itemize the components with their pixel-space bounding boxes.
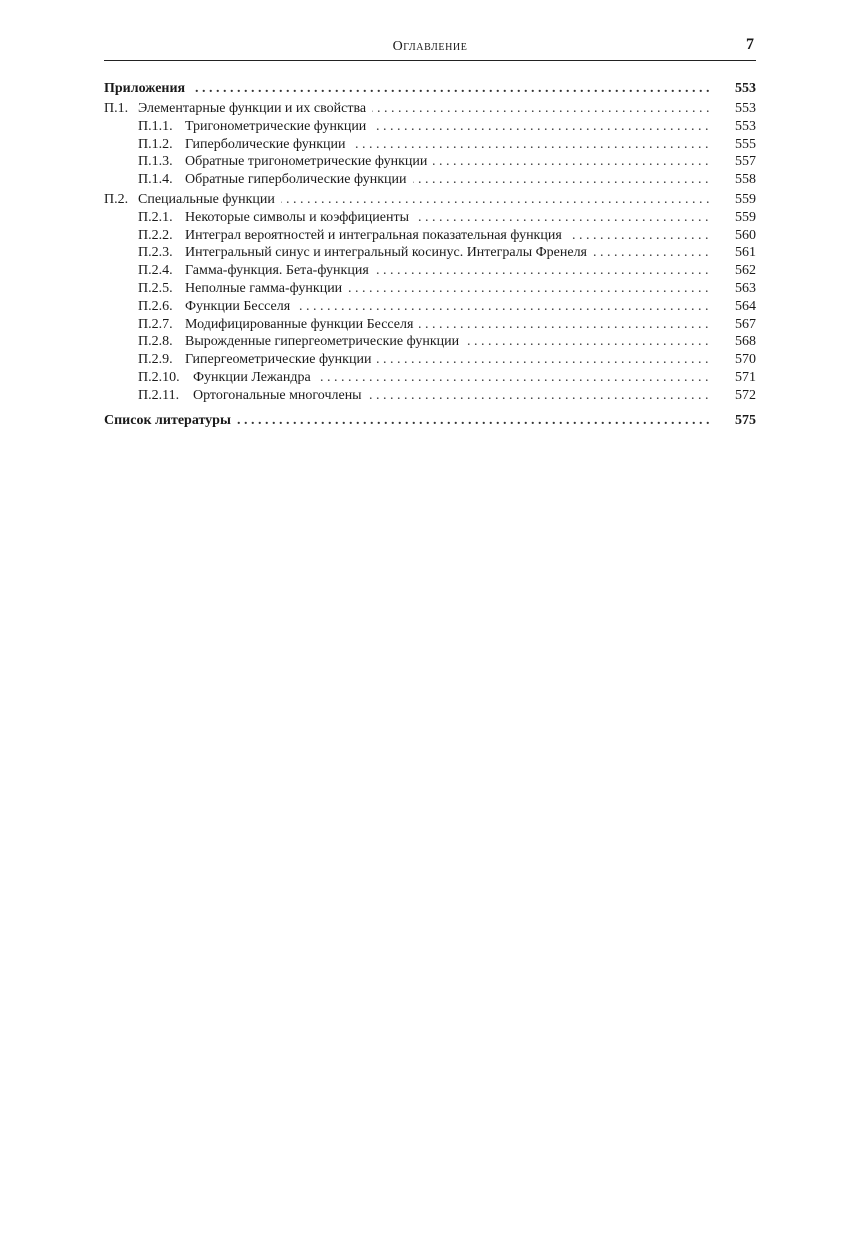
toc-entry-number: П.2.7. [138, 316, 173, 332]
toc-entry-p2-6[interactable] [104, 298, 756, 316]
toc-entry-number: П.2.10. [138, 369, 180, 385]
toc-entry-p2-8[interactable] [104, 333, 756, 351]
toc-entry-page: 567 [710, 316, 756, 334]
toc-entry-page: 553 [710, 100, 756, 118]
toc-entry-page: 575 [710, 411, 756, 430]
dot-leader [104, 79, 710, 98]
toc-entry-bibliography[interactable] [104, 411, 756, 430]
toc-entry-page: 563 [710, 280, 756, 298]
table-of-contents [104, 79, 756, 430]
toc-entry-number: П.2.6. [138, 298, 173, 314]
toc-entry-page: 561 [710, 244, 756, 262]
toc-entry-p2-2[interactable] [104, 227, 756, 245]
toc-entry-title: Интеграл вероятностей и интегральная показательная функция [185, 227, 562, 243]
toc-entry-p2-5[interactable] [104, 280, 756, 298]
toc-entry-page: 568 [710, 333, 756, 351]
toc-entry-p2-7[interactable] [104, 316, 756, 334]
toc-entry-page: 560 [710, 227, 756, 245]
toc-entry-title: Функции Бесселя [185, 298, 291, 314]
toc-entry-title: Список литературы [104, 412, 231, 428]
toc-entry-p1-1[interactable] [104, 118, 756, 136]
toc-entry-p2-9[interactable] [104, 351, 756, 369]
toc-entry-title: Обратные тригонометрические функции [185, 154, 428, 170]
toc-entry-p2[interactable] [104, 191, 756, 209]
toc-entry-p2-11[interactable] [104, 387, 756, 405]
toc-entry-page: 572 [710, 387, 756, 405]
toc-entry-page: 553 [710, 118, 756, 136]
toc-entry-title: Неполные гамма-функции [185, 280, 343, 296]
toc-entry-p1-4[interactable] [104, 171, 756, 189]
toc-entry-page: 553 [710, 79, 756, 98]
toc-entry-title: Функции Лежандра [193, 369, 311, 385]
toc-entry-p2-10[interactable] [104, 369, 756, 387]
page-number: 7 [746, 36, 754, 53]
toc-entry-page: 555 [710, 136, 756, 154]
toc-entry-number: П.2.2. [138, 227, 173, 243]
toc-entry-title: Ортогональные многочлены [193, 387, 362, 403]
toc-entry-page: 557 [710, 153, 756, 171]
toc-entry-number: П.2.4. [138, 263, 173, 279]
toc-entry-page: 570 [710, 351, 756, 369]
toc-entry-p2-3[interactable] [104, 244, 756, 262]
toc-entry-title: Гипергеометрические функции [185, 352, 372, 368]
toc-entry-number: П.2.11. [138, 387, 180, 403]
toc-entry-number: П.2.5. [138, 280, 173, 296]
toc-entry-number: П.2.8. [138, 334, 173, 350]
toc-entry-number: П.2.3. [138, 245, 173, 261]
toc-entry-p2-1[interactable] [104, 209, 756, 227]
toc-entry-p2-4[interactable] [104, 262, 756, 280]
toc-entry-p1[interactable] [104, 100, 756, 118]
toc-entry-page: 559 [710, 209, 756, 227]
toc-entry-number: П.2. [104, 191, 129, 207]
toc-entry-page: 559 [710, 191, 756, 209]
toc-entry-number: П.1.4. [138, 172, 173, 188]
toc-entry-title: Специальные функции [138, 191, 275, 207]
toc-entry-title: Приложения [104, 81, 186, 96]
toc-entry-page: 564 [710, 298, 756, 316]
toc-entry-title: Модифицированные функции Бесселя [185, 316, 414, 332]
toc-entry-title: Вырожденные гипергеометрические функции [185, 334, 460, 350]
running-head [104, 36, 756, 61]
toc-entry-p1-2[interactable] [104, 136, 756, 154]
toc-entry-number: П.2.9. [138, 352, 173, 368]
toc-entry-number: П.1.2. [138, 136, 173, 152]
toc-entry-page: 558 [710, 171, 756, 189]
toc-entry-number: П.1.1. [138, 118, 173, 134]
toc-entry-title: Гиперболические функции [185, 136, 346, 152]
toc-entry-title: Обратные гиперболические функции [185, 172, 407, 188]
toc-entry-title: Гамма-функция. Бета-функция [185, 263, 369, 279]
toc-entry-p1-3[interactable] [104, 153, 756, 171]
toc-entry-page: 571 [710, 369, 756, 387]
toc-entry-title: Тригонометрические функции [185, 118, 367, 134]
toc-entry-appendix[interactable] [104, 79, 756, 98]
toc-entry-number: П.2.1. [138, 209, 173, 225]
toc-entry-title: Некоторые символы и коэффициенты [185, 209, 410, 225]
toc-entry-title: Интегральный синус и интегральный косинус. Интегралы Френеля [185, 245, 588, 261]
toc-entry-page: 562 [710, 262, 756, 280]
running-head-title: Оглавление [392, 39, 468, 54]
toc-entry-number: П.1. [104, 101, 129, 116]
toc-entry-number: П.1.3. [138, 154, 173, 170]
toc-entry-title: Элементарные функции и их свойства [138, 101, 367, 116]
